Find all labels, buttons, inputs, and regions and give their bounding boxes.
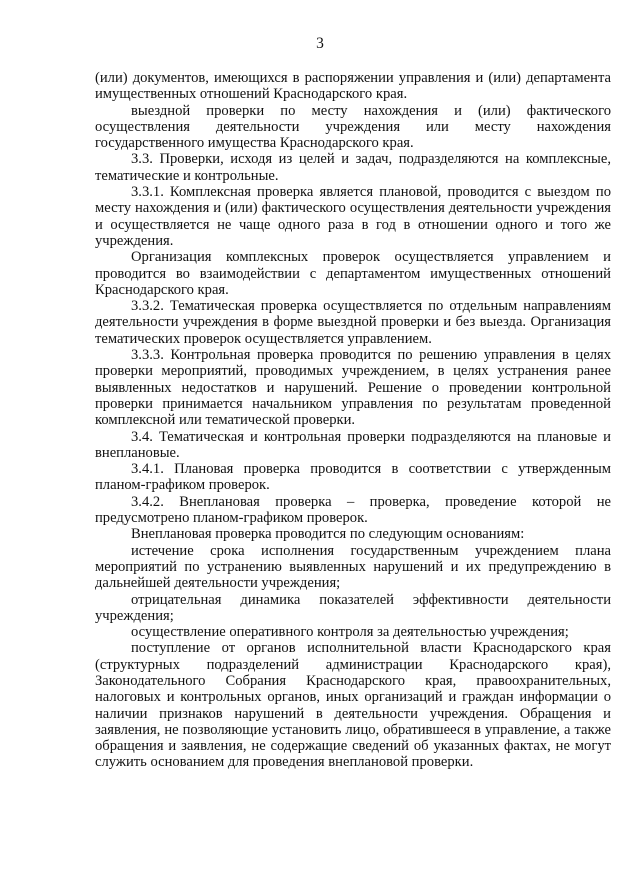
paragraph-unscheduled-grounds: Внеплановая проверка проводится по следующим основаниям: (131, 526, 525, 543)
paragraph-3-3-2: 3.3.2. Тематическая проверка осуществляется по отдельным направлениям деятельности учреждения в форме выездной проверки и без выезда. Организация тематических проверок осуществляется управлением. (95, 298, 611, 347)
paragraph-3-3: 3.3. Проверки, исходя из целей и задач, подразделяются на комплексные, тематические и контрольные. (95, 151, 611, 184)
page-number: 3 (316, 35, 324, 52)
list-item-operational-control: осуществление оперативного контроля за деятельностью учреждения; (131, 624, 569, 641)
paragraph-3-4: 3.4. Тематическая и контрольная проверки подразделяются на плановые и внеплановые. (95, 428, 611, 461)
paragraph-field-inspection: выездной проверки по месту нахождения и (или) фактического осуществления деятельности учреждения или месту нахождения государственного имущества Краснодарского края. (95, 102, 611, 152)
paragraph-continuation: (или) документов, имеющихся в распоряжении управления и (или) департамента имущественных отношений Краснодарского края. (95, 70, 611, 103)
paragraph-complex-organization: Организация комплексных проверок осуществляется управлением и проводится во взаимодействии с департаментом имущественных отношений Краснодарского края. (95, 249, 611, 298)
list-item-plan-deadline: истечение срока исполнения государственным учреждением плана мероприятий по устранению выявленных нарушений и их предупреждению в дальнейшей деятельности учреждения; (95, 542, 611, 592)
list-item-information-receipt: поступление от органов исполнительной власти Краснодарского края (структурных подразделений администрации Краснодарского края), Законодательного Собрания Краснодарского края, правоохранительных, налоговых и контрольных органов, иных организаций и граждан информации о наличии признаков нарушений в деятельности учреждения. Обращения и заявления, не позволяющие установить лицо, обратившееся в управление, а также обращения и заявления, не содержащие сведений об указанных фактах, не могут служить основанием для проведения внеплановой проверки. (95, 640, 611, 771)
list-item-negative-dynamics: отрицательная динамика показателей эффективности деятельности учреждения; (95, 591, 611, 624)
paragraph-3-4-2: 3.4.2. Внеплановая проверка – проверка, проведение которой не предусмотрено планом-графиком проверок. (95, 493, 611, 527)
document-body (95, 70, 611, 771)
paragraph-3-3-3: 3.3.3. Контрольная проверка проводится по решению управления в целях проверки мероприятий, проводимых учреждением, в целях устранения ранее выявленных недостатков и нарушений. Решение о проведении контрольной проверки принимается начальником управления по результатам проведенной комплексной или тематической проверки. (95, 347, 611, 429)
paragraph-3-3-1: 3.3.1. Комплексная проверка является плановой, проводится с выездом по месту нахождения и (или) фактического осуществления деятельности учреждения и осуществляется не чаще одного раза в год в отношении одного и того же учреждения. (95, 184, 611, 249)
paragraph-3-4-1: 3.4.1. Плановая проверка проводится в соответствии с утвержденным планом-графиком проверок. (95, 461, 611, 494)
